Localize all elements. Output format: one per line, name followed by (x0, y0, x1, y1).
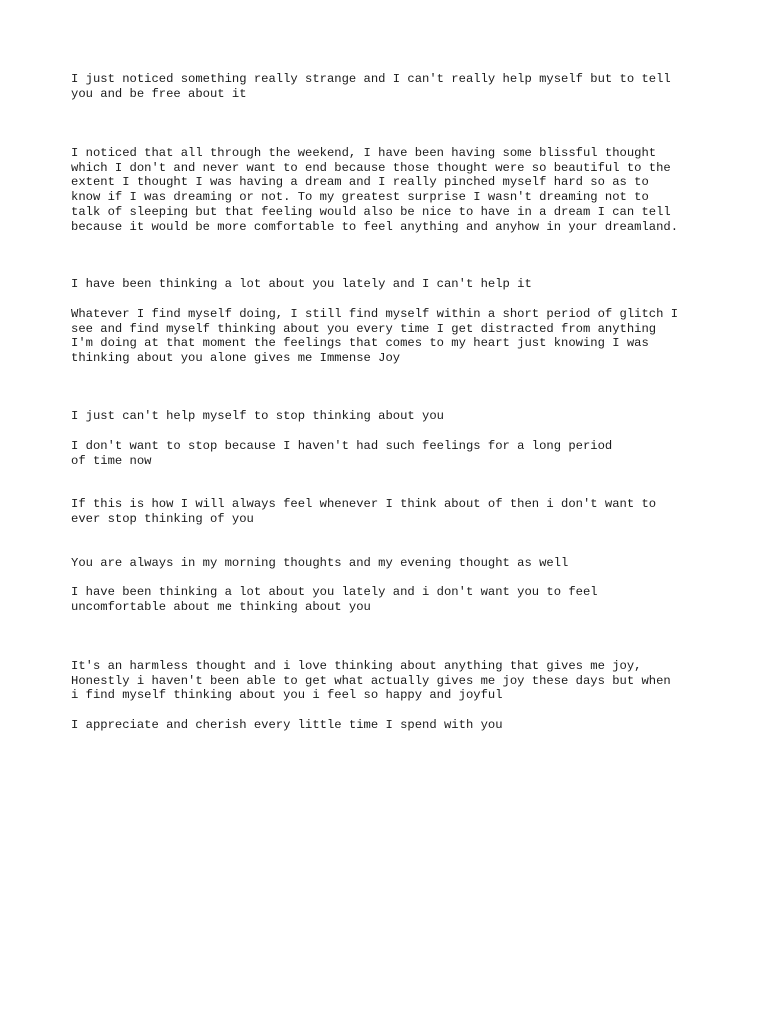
paragraph-4: Whatever I find myself doing, I still find myself within a short period of glitch I see and find myself thinking about you every time I get distracted from anything I'm doing at that moment the feelings that comes to my heart just knowing I was thinking about you alone gives me Immense Joy (71, 307, 679, 366)
paragraph-5: I just can't help myself to stop thinking about you (71, 409, 444, 423)
paragraph-6: I don't want to stop because I haven't had such feelings for a long period of time now (71, 439, 613, 468)
paragraph-1: I just noticed something really strange and I can't really help myself but to tell you and be free about it (71, 72, 671, 101)
paragraph-10: It's an harmless thought and i love thinking about anything that gives me joy, Honestly i haven't been able to get what actually gives me joy these days but when i find myself thinking about you i feel so happy and joyful (71, 659, 671, 703)
paragraph-8: You are always in my morning thoughts and my evening thought as well (71, 556, 569, 570)
paragraph-9: I have been thinking a lot about you lately and i don't want you to feel uncomfortable about me thinking about you (71, 585, 598, 614)
paragraph-11: I appreciate and cherish every little time I spend with you (71, 718, 503, 732)
paragraph-7: If this is how I will always feel whenever I think about of then i don't want to ever stop thinking of you (71, 497, 657, 526)
paragraph-2: I noticed that all through the weekend, I have been having some blissful thought which I don't and never want to end because those thought were so beautiful to the extent I thought I was having a dream and I really pinched myself hard so as to know if I was dreaming or not. To my greatest surprise I wasn't dreaming not to talk of sleeping but that feeling would also be nice to have in a dream I can tell because it would be more comfortable to feel anything and anyhow in your dreamland. (71, 146, 679, 234)
paragraph-3: I have been thinking a lot about you lately and I can't help it (71, 277, 532, 291)
